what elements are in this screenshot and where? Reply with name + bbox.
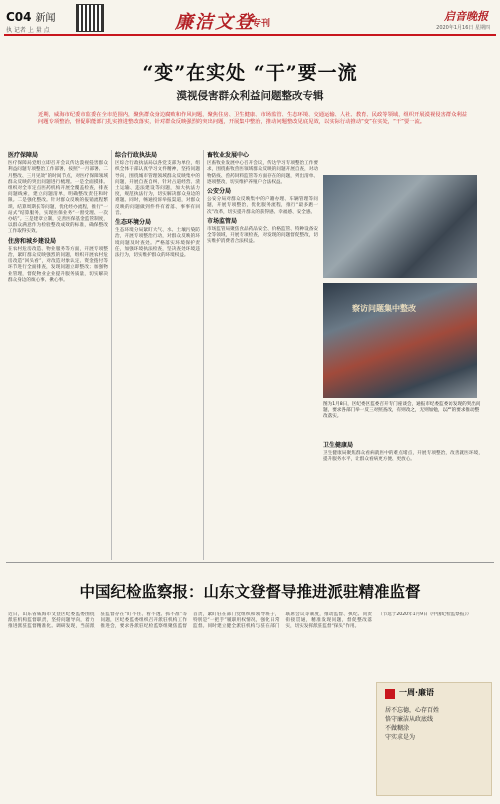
section-body: 生态环境分局紧盯大气、水、土壤污染防治，开展专项整治行动，对群众反映的环境问题及时查处。严格落实环境保护责任，加强环境执法检查，坚决查处环境违法行为，切实维护群众的环境权益。 xyxy=(115,228,200,259)
article-column-4 xyxy=(323,440,483,558)
section-heading: 生态环境分局 xyxy=(115,219,152,227)
calligraphy-line: 居不忘德，心存百姓 xyxy=(385,707,440,714)
section-heading: 医疗保障局 xyxy=(8,152,39,159)
calligraphy-title: 一周·廉语 xyxy=(399,688,435,697)
section-body: 市场监管局聚焦食品药品安全、价格监管、特种设备安全等领域，开展专项检查，对发现的问题督促整改，切实维护消费者合法权益。 xyxy=(207,227,318,245)
calligraphy-line: 不做糊涂 xyxy=(385,725,410,732)
article2-source: （节选于2020年1月9日《中国纪检监察报》） xyxy=(378,612,472,617)
column-divider xyxy=(111,150,112,560)
section-heading: 公安分局 xyxy=(207,188,232,196)
section-name: 新闻 xyxy=(35,13,56,24)
section-heading: 住房和城乡建设局 xyxy=(8,237,57,245)
calligraphy-panel xyxy=(376,682,492,796)
section-heading: 市场监管局 xyxy=(207,217,238,225)
calligraphy-line: 守实求是为 xyxy=(385,734,416,741)
article-column-3 xyxy=(207,150,318,560)
issue-date: 2020年1月16日 星期四 xyxy=(436,25,490,31)
article2-body-end xyxy=(378,612,490,672)
section-body: 医疗保障局党组立即召开会议传达漠视侵害群众利益问题专项整治工作部署，按照“一月部署、二月整改、三月见效”的时间节点，对医疗保障领域群众反映的突出问题进行梳理。一是全面摸排。组织对全市定点医药机构开展全覆盖检查，排查问题线索，建立问题清单，明确整改责任和时限。二是强化整改。针对群众反映的报销流程繁琐、结算周期长等问题，优化经办流程，推行“一站式”结算服务，实现医保业务“一窗受理、一次办结”。三是建章立制，完善医保基金监管制度，以群众满意作为检验整改成效的标准，确保整改工作取得实效。 xyxy=(8,161,108,235)
section-heading: 综合行政执法局 xyxy=(115,152,158,159)
calligraphy-text xyxy=(385,705,485,741)
article-lead: 近期，威海市纪委市监委在全市范围内，聚焦群众身边腐败和作风问题，聚焦住房、卫生健康、市场监管、生态环境、交通运输、人社、教育、民政等领域，组织开展漠视侵害群众利益问题专项整治，督促职能部门扎实推进整改落实，针对群众反映强烈的突出问题，开展集中整治，推动问题整改见底见效，以实际行动推动“变”在实处，“干”要一流。 xyxy=(38,112,468,125)
meeting-photo xyxy=(323,175,477,278)
masthead-left xyxy=(6,6,56,34)
qr-code-icon xyxy=(76,4,104,32)
banner-text: 察访问题集中整改 xyxy=(352,304,416,313)
article2-title: 中国纪检监察报：山东文登督导推进派驻精准监督 xyxy=(79,582,421,601)
section-heading: 畜牧业发展中心 xyxy=(207,152,250,159)
seal-icon xyxy=(385,689,395,699)
photo-caption: 图为1月8日，区纪委区监委召开专门座谈会，通报市纪委监委访发现的突出问题，要求各部门举一反三对照查改，有则改之，无则加勉，以严的要求推动整改落实。 xyxy=(323,402,481,419)
masthead-divider xyxy=(4,34,496,36)
section-body: 区综合行政执法局以各党支部为单位，组织全体干部认真学习文件精神，坚持问题导向，围绕城市管理领域群众反映集中的问题，开展自查自纠，针对占道经营、渣土运输、违法建设等问题，加大执法力度，规范执法行为，切实解决群众身边的难题。同时，畅通投诉举报渠道，对群众反映的问题做到件件有着落、事事有回音。 xyxy=(115,161,200,216)
article2-body: 近日，山东省威海市文登区纪委监委围绕派驻机构监督职责，坚持问题导向，着力推进派驻监督精准化。调研发现，当前派驻监督存在“盯不住、看不透、抓不准”等问题，区纪委监委组织召开派驻机构工作推进会，要求各派驻纪检监察组聚焦监督首责，紧盯驻在部门党组织和领导班子，特别是“一把手”履职用权情况，强化日常监督。同时建立健全派驻机构与驻在部门联席会议等制度，推动监督、执纪、问责衔接贯通，精准发现问题，督促整改落实，切实发挥派驻监督“探头”作用。 xyxy=(8,612,372,630)
column-badge: 专刊 xyxy=(252,19,271,29)
column-brand: 廉洁文登 xyxy=(175,12,255,33)
article-column-1 xyxy=(8,150,108,560)
section-heading: 卫生健康局 xyxy=(323,442,354,449)
article-subtitle: 漠视侵害群众利益问题整改专辑 xyxy=(176,90,324,102)
editor-line: 执 记者 上 量 点 xyxy=(6,27,50,34)
article-title: “变”在实处 “干”要一流 xyxy=(142,62,358,84)
newspaper-logo: 启音晚报 xyxy=(444,10,488,23)
section-body: 区畜牧业发展中心召开会议，传达学习专项整治工作要求，围绕畜牧兽医领域群众反映的问题开展自查，对动物防疫、兽药饲料监管等方面存在的问题，列出清单、逐项整改，切实维护养殖户合法权益。 xyxy=(207,161,318,185)
section-body: 公安分局对群众反映集中的户籍办理、车辆管理等问题，开展专项整治，优化服务流程，推行“最多跑一次”改革，切实提升群众的获得感、幸福感、安全感。 xyxy=(207,197,318,215)
banner-meeting-photo xyxy=(323,283,477,398)
column-divider xyxy=(203,150,204,560)
section-body: 在农村危房改造、物业服务等方面，开展专项整治，紧盯群众反映强烈的问题，组织开展农村危房改造“回头看”，对改造对象认定、资金拨付等环节进行全面排查，发现问题立即整改；加强物业管理，督促物业企业提升服务质量，切实解决群众身边的烦心事、揪心事。 xyxy=(8,246,108,283)
section-body: 卫生健康局聚焦群众看病就医中的难点堵点，开展专项整治，改善就医环境，提升服务水平，让群众看病更方便、更放心。 xyxy=(323,451,483,463)
article-column-2 xyxy=(115,150,200,560)
page-number: C04 xyxy=(6,10,32,24)
article-divider xyxy=(6,562,494,563)
calligraphy-line: 恪守廉洁从政底线 xyxy=(385,716,434,723)
